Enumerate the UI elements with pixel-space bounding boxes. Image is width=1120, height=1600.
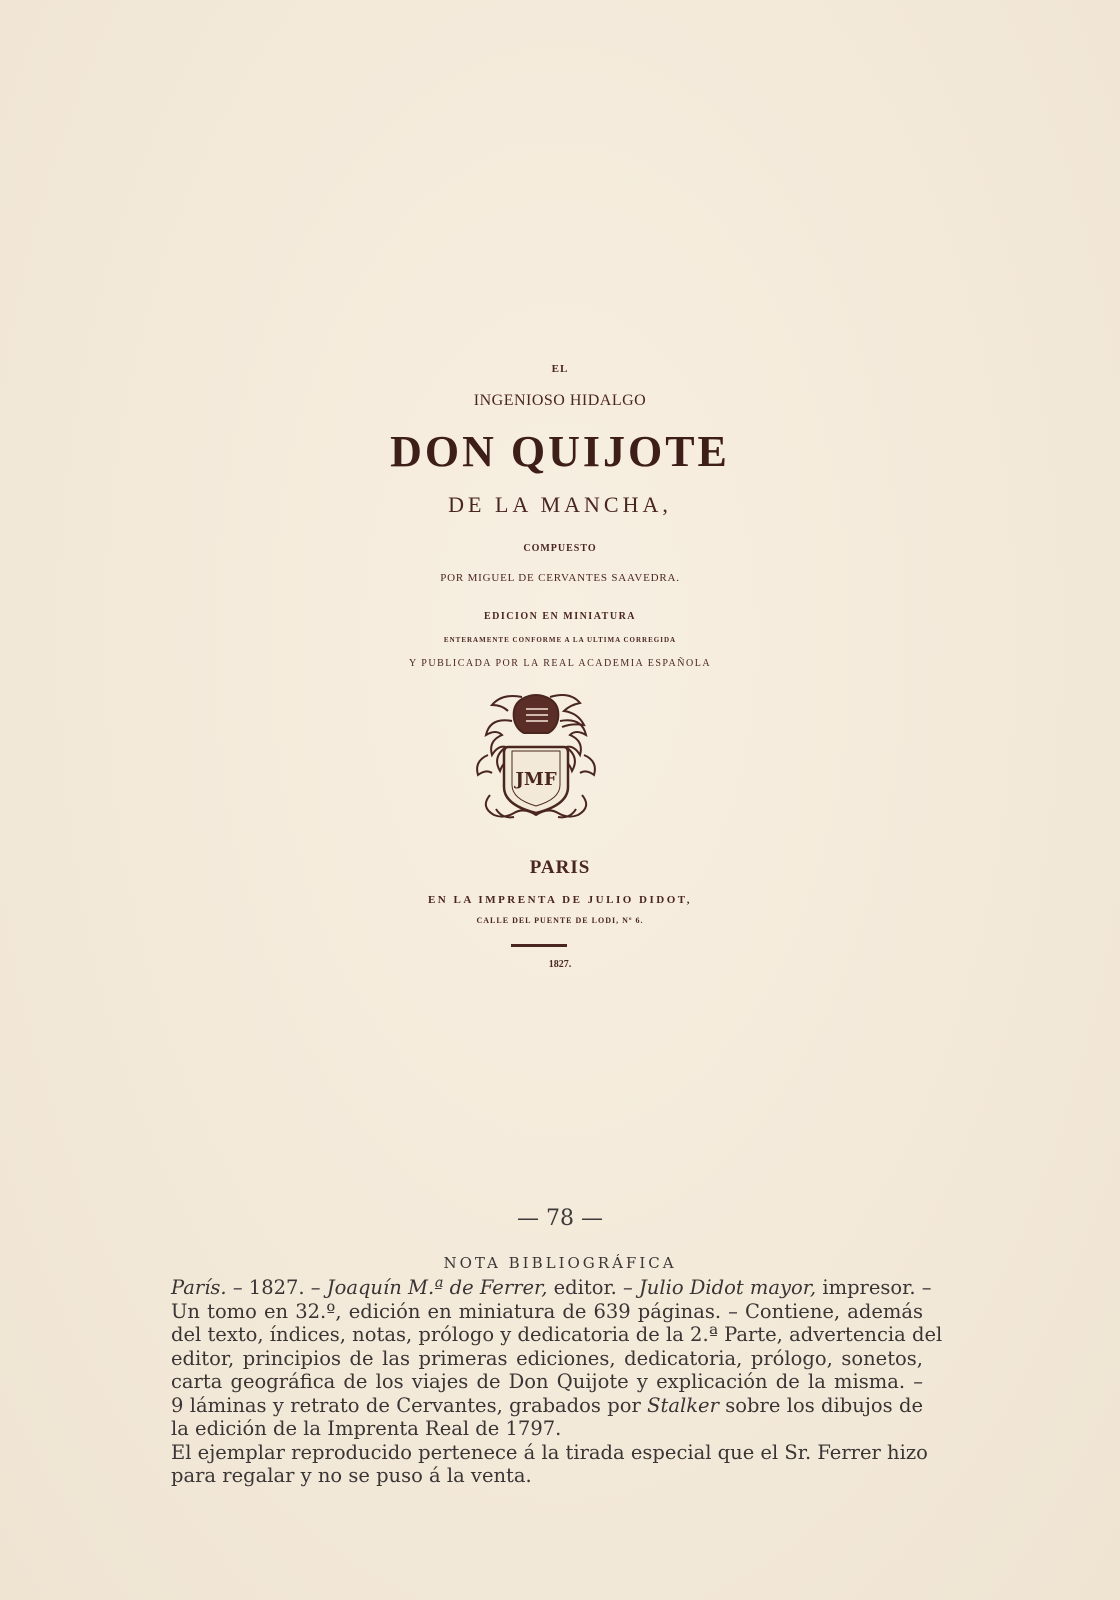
note-italic-text: Julio Didot mayor, <box>638 1276 817 1299</box>
note-line <box>171 1323 943 1347</box>
note-text: la edición de la Imprenta Real de 1797. <box>171 1417 562 1440</box>
bibliographic-note <box>171 1276 943 1488</box>
note-text: 9 láminas y retrato de Cervantes, grabados por <box>171 1393 648 1417</box>
note-line <box>171 1464 923 1488</box>
title-page-rule <box>511 944 567 947</box>
note-text: carta geográfica de los viajes de Don Quijote y explicación de la misma. – <box>171 1370 923 1393</box>
note-line <box>171 1440 928 1465</box>
note-text: impresor. – <box>816 1276 932 1299</box>
note-text: para regalar y no se puso á la venta. <box>171 1464 532 1487</box>
title-page-address: CALLE DEL PUENTE DE LODI, Nº 6. <box>476 916 644 925</box>
page-number: — 78 — <box>517 1206 603 1231</box>
note-text: sobre los dibujos de <box>718 1393 923 1417</box>
note-text: Un tomo en 32.º, edición en miniatura de 639 páginas. – Contiene, además <box>171 1299 923 1323</box>
note-heading: NOTA BIBLIOGRÁFICA <box>443 1254 677 1272</box>
note-line <box>171 1347 923 1371</box>
title-page-main-title: DON QUIJOTE <box>390 427 730 476</box>
title-page-city: PARIS <box>529 857 591 878</box>
note-line <box>171 1417 923 1441</box>
note-text: – 1827. – <box>226 1276 327 1299</box>
title-page-ingenioso: INGENIOSO HIDALGO <box>473 392 647 409</box>
title-page-edition: EDICION EN MINIATURA <box>483 611 637 622</box>
note-text: El ejemplar reproducido pertenece á la tirada especial que el Sr. Ferrer hizo <box>171 1440 928 1464</box>
title-page-academia: Y PUBLICADA POR LA REAL ACADEMIA ESPAÑOLA <box>408 658 712 669</box>
title-page-subtitle: DE LA MANCHA, <box>448 492 672 517</box>
note-text: editor, principios de las primeras ediciones, dedicatoria, prólogo, sonetos, <box>171 1346 923 1370</box>
emblem-monogram: JMF <box>515 769 557 790</box>
note-italic-text: Joaquín M.ª de Ferrer, <box>326 1276 548 1299</box>
note-line <box>171 1276 932 1300</box>
note-italic-text: Stalker <box>647 1393 719 1417</box>
note-line <box>171 1300 923 1324</box>
title-page-imprenta: EN LA IMPRENTA DE JULIO DIDOT, <box>427 894 693 906</box>
printer-emblem-icon <box>466 691 606 831</box>
title-page-compuesto: COMPUESTO <box>523 543 597 554</box>
note-line <box>171 1370 923 1394</box>
note-text: del texto, índices, notas, prólogo y dedicatoria de la 2.ª Parte, advertencia del <box>171 1323 943 1346</box>
note-italic-text: París. <box>171 1276 227 1299</box>
note-line <box>171 1394 923 1418</box>
title-page-article: EL <box>551 363 569 375</box>
title-page-year: 1827. <box>548 959 572 970</box>
title-page-conforme: ENTERAMENTE CONFORME A LA ULTIMA CORREGIDA <box>443 636 677 644</box>
title-page-author: POR MIGUEL DE CERVANTES SAAVEDRA. <box>440 572 680 584</box>
note-text: editor. – <box>547 1276 639 1299</box>
